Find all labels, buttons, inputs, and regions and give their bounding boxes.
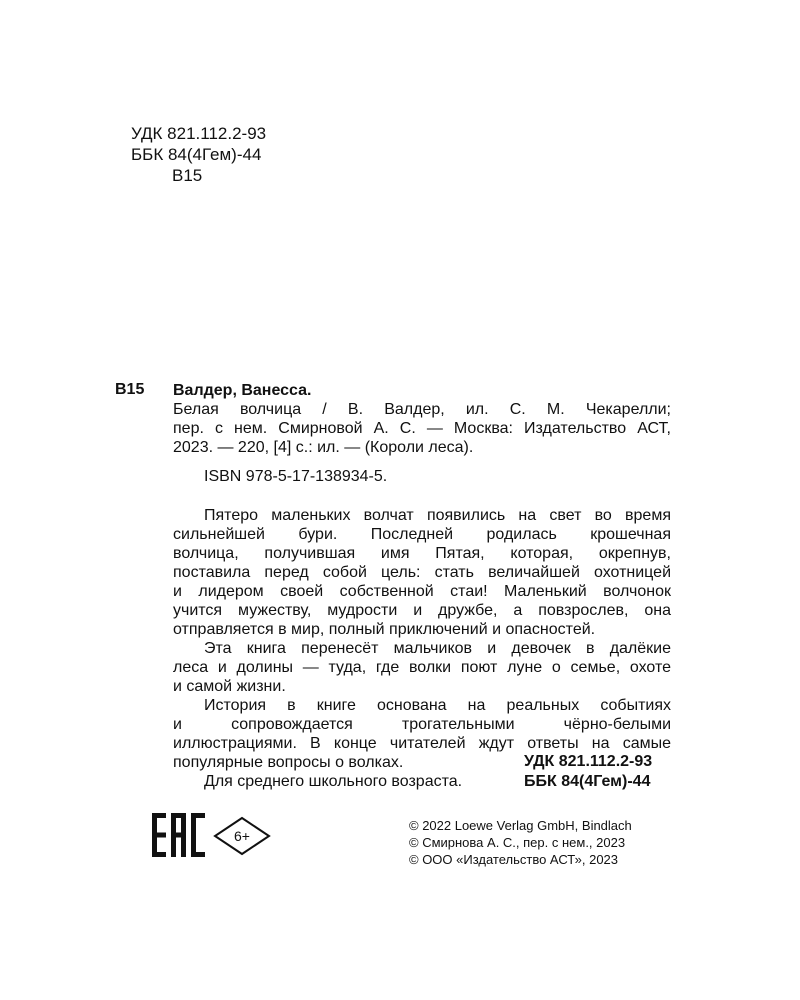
- entry-line: Белая волчица / В. Валдер, ил. С. М. Чекарелли;: [173, 401, 671, 418]
- entry-line: 2023. — 220, [4] с.: ил. — (Короли леса).: [173, 439, 474, 456]
- udk-code: УДК 821.112.2-93: [524, 753, 653, 770]
- eac-mark-icon: [152, 813, 206, 862]
- copyright-line: © ООО «Издательство АСТ», 2023: [409, 852, 619, 867]
- udk-code: УДК 821.112.2-93: [131, 124, 267, 143]
- entry-line: пер. с нем. Смирновой А. С. — Москва: Издательство АСТ,: [173, 420, 671, 437]
- annotation-line: сильнейшей бури. Последней родилась крошечная: [173, 526, 671, 543]
- copyright-line: © Смирнова А. С., пер. с нем., 2023: [409, 835, 626, 850]
- annotation-line: иллюстрациями. В конце читателей ждут ответы на самые: [173, 735, 671, 752]
- annotation-line: Эта книга перенесёт мальчиков и девочек в далёкие: [204, 640, 671, 657]
- age-rating-text: 6+: [234, 828, 250, 844]
- annotation-line: и сопровождается трогательными чёрно-белыми: [173, 716, 671, 733]
- author-mark: В15: [172, 166, 203, 185]
- annotation-line: и лидером своей собственной стаи! Маленький волчонок: [173, 583, 671, 600]
- annotation-line: История в книге основана на реальных событиях: [204, 697, 671, 714]
- annotation-line: отправляется в мир, полный приключений и опасностей.: [173, 621, 596, 638]
- bottom-classification-codes: [524, 752, 652, 792]
- annotation-line: Для среднего школьного возраста.: [204, 773, 463, 790]
- copyright-line: © 2022 Loewe Verlag GmbH, Bindlach: [409, 818, 632, 833]
- annotation-line: учится мужеству, мудрости и дружбе, а повзрослев, она: [173, 602, 671, 619]
- annotation-line: леса и долины — туда, где волки поют луне о семье, охоте: [173, 659, 671, 676]
- age-rating-badge: [213, 816, 271, 861]
- bbk-code: ББК 84(4Гем)-44: [131, 145, 262, 164]
- annotation-line: популярные вопросы о волках.: [173, 754, 404, 771]
- catalog-letter: В15: [115, 381, 145, 398]
- bbk-code: ББК 84(4Гем)-44: [524, 773, 651, 790]
- annotation-line: и самой жизни.: [173, 678, 286, 695]
- annotation-line: поставила перед собой цель: стать величайшей охотницей: [173, 564, 671, 581]
- isbn: ISBN 978-5-17-138934-5.: [204, 468, 388, 485]
- bibliographic-entry: [173, 381, 671, 457]
- copyright-block: [409, 817, 632, 868]
- entry-author: Валдер, Ванесса.: [173, 382, 312, 399]
- top-classification-codes: [131, 123, 266, 186]
- annotation: [173, 506, 671, 791]
- annotation-line: Пятеро маленьких волчат появились на свет во время: [204, 507, 671, 524]
- annotation-line: волчица, получившая имя Пятая, которая, окрепнув,: [173, 545, 671, 562]
